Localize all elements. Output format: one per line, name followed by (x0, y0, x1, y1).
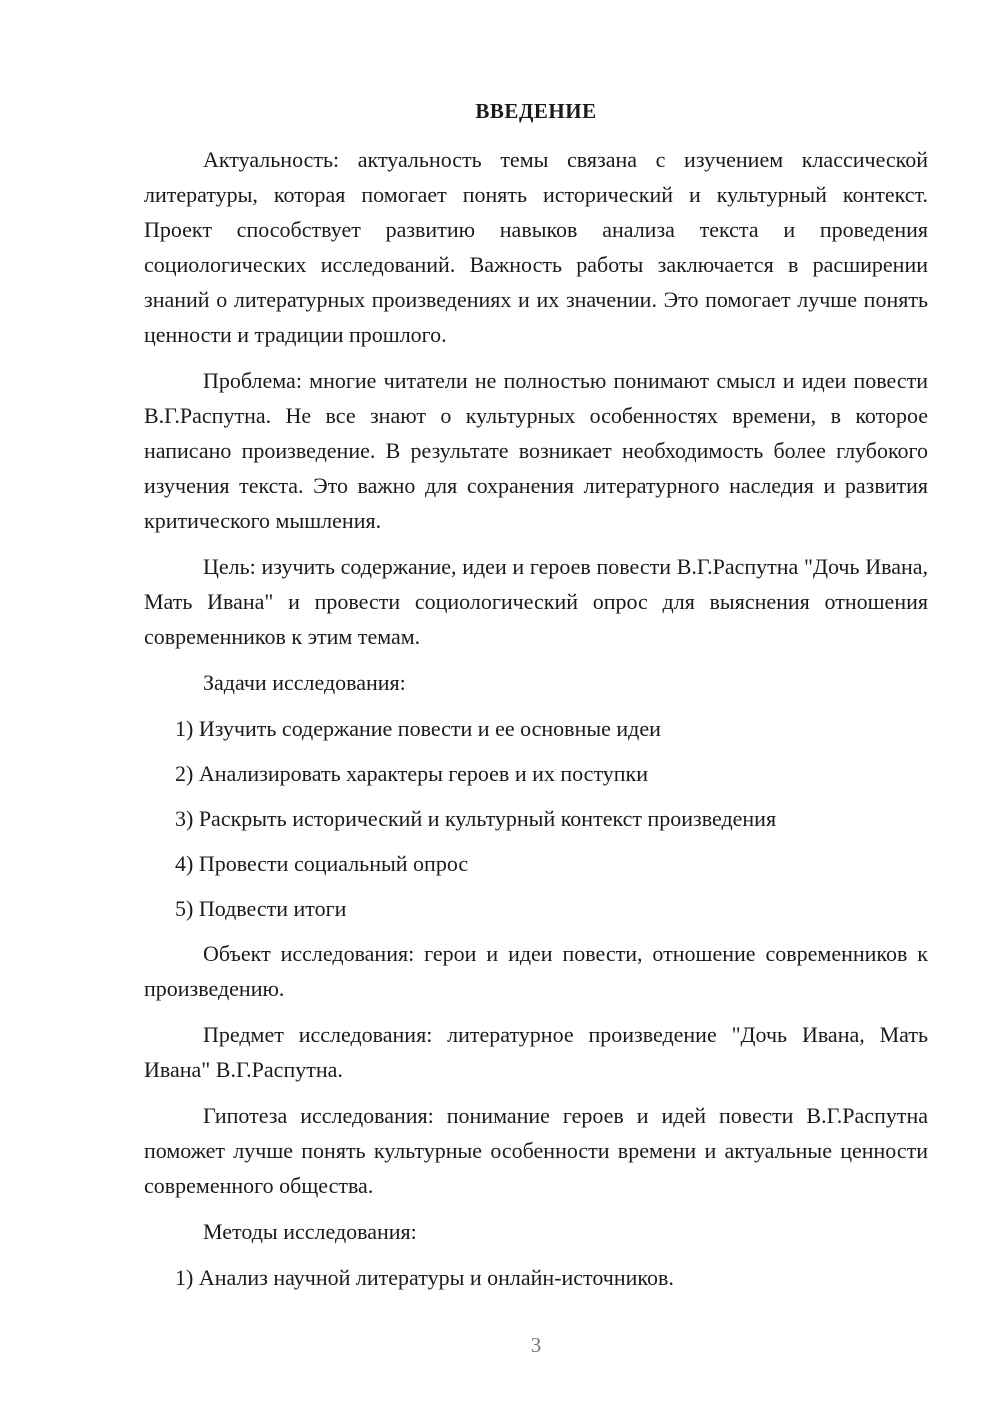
tasks-list (144, 711, 928, 926)
method-item: 1) Анализ научной литературы и онлайн-источников. (175, 1265, 674, 1290)
object-paragraph: Объект исследования: герои и идеи повести, отношение современников к произведению. (144, 941, 928, 1001)
methods-heading: Методы исследования: (203, 1219, 417, 1244)
task-item: 5) Подвести итоги (175, 896, 347, 921)
problem-paragraph: Проблема: многие читатели не полностью понимают смысл и идеи повести В.Г.Распутна. Не все знают о культурных особенностях времени, в которое написано произведение. В результате возникает необходимость более глубокого изучения текста. Это важно для сохранения литературного наследия и развития критического мышления. (144, 368, 928, 533)
document-body (144, 94, 928, 1305)
goal-paragraph: Цель: изучить содержание, идеи и героев повести В.Г.Распутна "Дочь Ивана, Мать Ивана" и провести социологический опрос для выяснения отношения современников к этим темам. (144, 554, 928, 649)
subject-paragraph: Предмет исследования: литературное произведение "Дочь Ивана, Мать Ивана" В.Г.Распутна. (144, 1022, 928, 1082)
relevance-paragraph: Актуальность: актуальность темы связана с изучением классической литературы, которая помогает понять исторический и культурный контекст. Проект способствует развитию навыков анализа текста и проведения социологических исследований. Важность работы заключается в расширении знаний о литературных произведениях и их значении. Это помогает лучше понять ценности и традиции прошлого. (144, 147, 928, 347)
methods-list (144, 1260, 928, 1295)
section-title: ВВЕДЕНИЕ (475, 99, 597, 123)
hypothesis-paragraph: Гипотеза исследования: понимание героев и идей повести В.Г.Распутна поможет лучше понять культурные особенности времени и актуальные ценности современного общества. (144, 1103, 928, 1198)
task-item: 3) Раскрыть исторический и культурный контекст произведения (175, 806, 777, 831)
task-item: 4) Провести социальный опрос (175, 851, 469, 876)
tasks-heading: Задачи исследования: (203, 670, 406, 695)
task-item: 2) Анализировать характеры героев и их поступки (175, 761, 649, 786)
task-item: 1) Изучить содержание повести и ее основные идеи (175, 716, 661, 741)
page-number: 3 (530, 1333, 542, 1357)
